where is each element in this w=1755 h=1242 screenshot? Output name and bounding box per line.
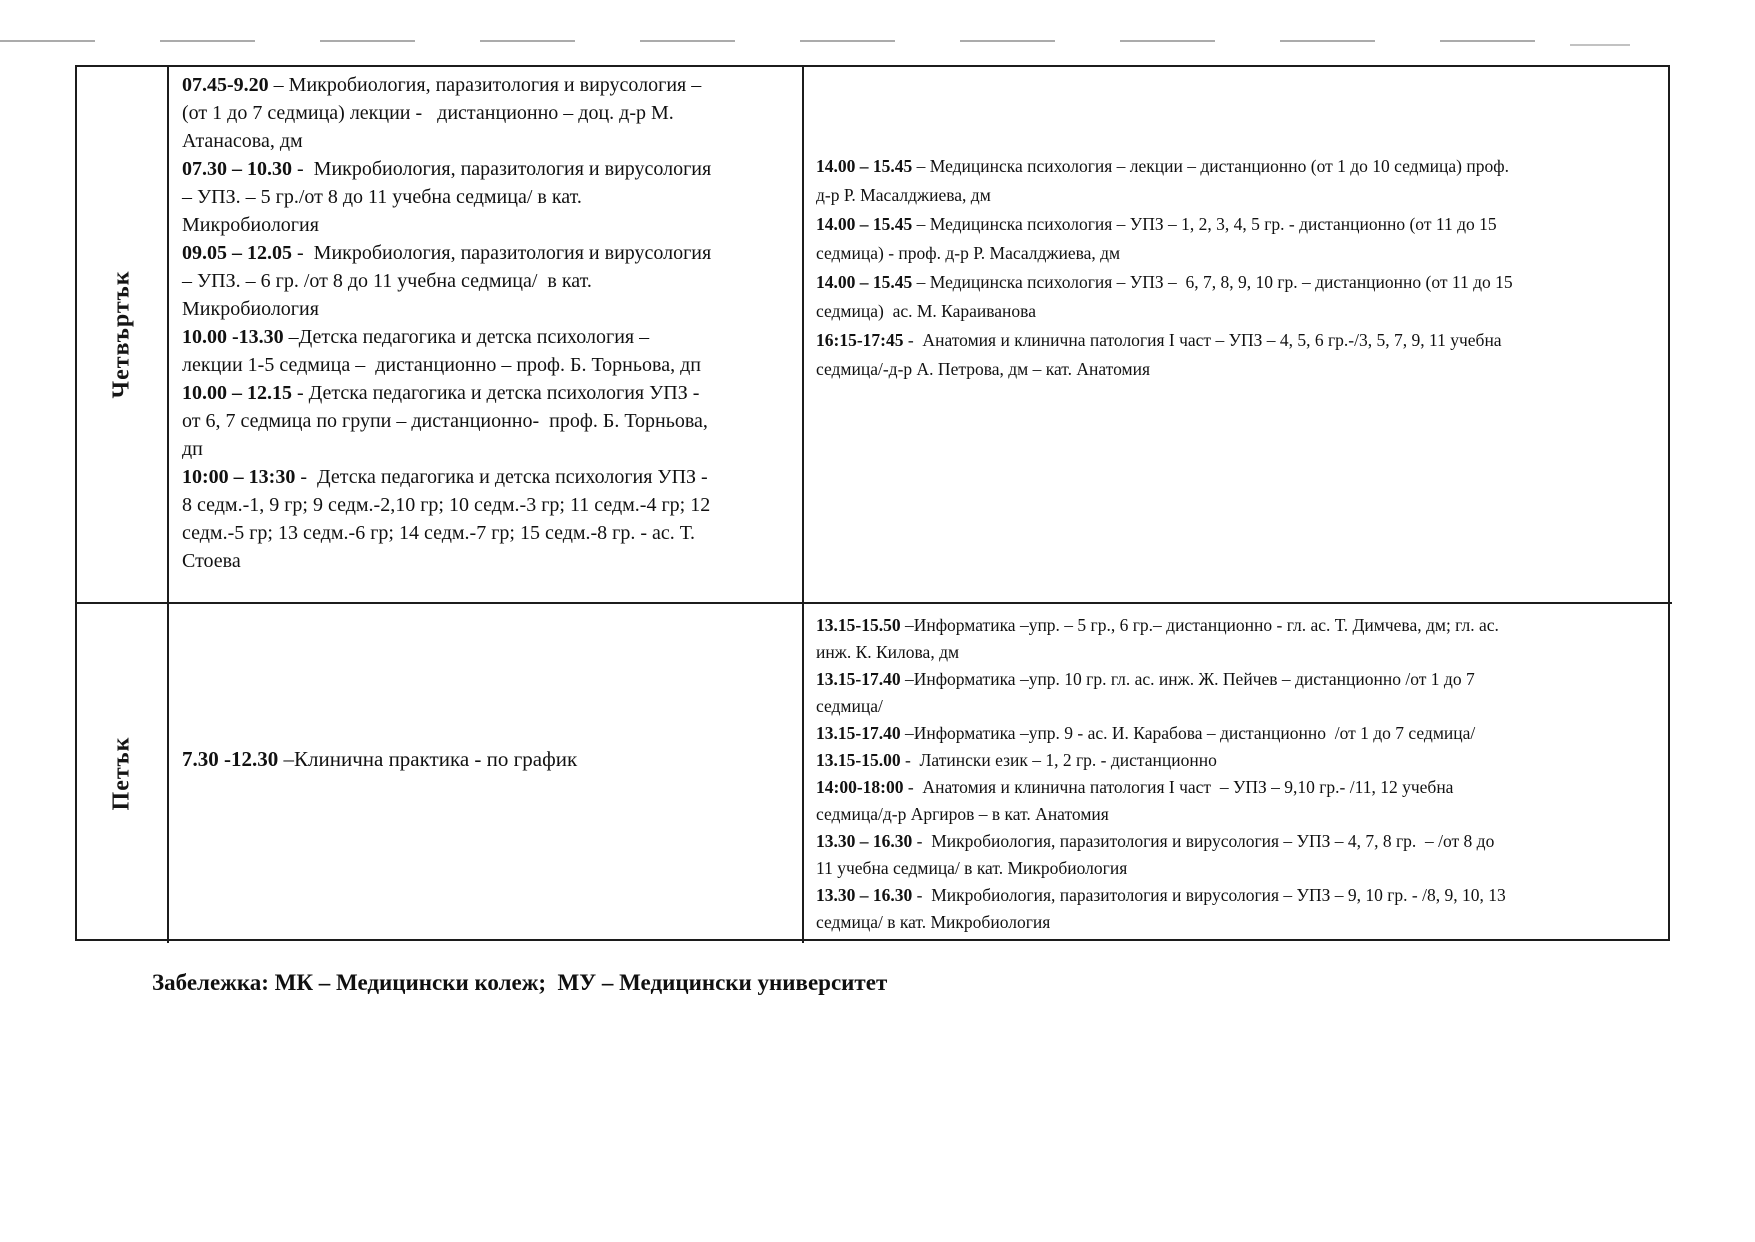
entry-time: 13.15-17.40 (816, 669, 901, 689)
schedule-entry (182, 379, 714, 463)
entry-text: –Детска педагогика и детска психология – лекции 1-5 седмица – дистанционно – проф. Б. Торньова, дп (182, 326, 701, 376)
schedule-entry (182, 463, 714, 575)
entry-time: 14.00 – 15.45 (816, 214, 913, 234)
entry-text: - Латински език – 1, 2 гр. - дистанционно (900, 750, 1217, 770)
entry-time: 07.45-9.20 (182, 74, 269, 96)
schedule-entry (816, 774, 1514, 828)
schedule-entry (816, 747, 1514, 774)
schedule-entry (816, 882, 1514, 936)
scan-artifact-line (0, 40, 1535, 42)
friday-afternoon-cell (802, 602, 1672, 943)
day-cell-friday (77, 602, 167, 943)
entry-time: 14.00 – 15.45 (816, 272, 913, 292)
entry-text: - Анатомия и клинична патология I част – УПЗ – 9,10 гр.- /11, 12 учебна седмица/д-р Аргиров – в кат. Анатомия (816, 777, 1458, 824)
footer-note: Забележка: МК – Медицински колеж; МУ – Медицински университет (152, 970, 888, 995)
entry-list (182, 71, 717, 575)
entry-time: 10.00 -13.30 (182, 326, 284, 348)
entry-text: – Медицинска психология – УПЗ – 1, 2, 3, 4, 5 гр. - дистанционно (от 11 до 15 седмица) - проф. д-р Р. Масалджиева, дм (816, 214, 1501, 263)
entry-text: –Клинична практика - по график (278, 746, 578, 771)
schedule-entry (816, 268, 1518, 326)
entry-time: 16:15-17:45 (816, 330, 904, 350)
entry-text: – Микробиология, паразитология и вирусология – (от 1 до 7 седмица) лекции - дистанционно – доц. д-р М. Атанасова, дм (182, 74, 707, 152)
friday-morning-cell (167, 602, 802, 943)
entry-text: - Микробиология, паразитология и вирусология – УПЗ – 9, 10 гр. - /8, 9, 10, 13 седмица/ в кат. Микробиология (816, 885, 1511, 932)
schedule-entry (816, 720, 1514, 747)
entry-text: –Информатика –упр. – 5 гр., 6 гр.– дистанционно - гл. ас. Т. Димчева, дм; гл. ас. инж. К. Килова, дм (816, 615, 1504, 662)
entry-time: 10:00 – 13:30 (182, 466, 296, 488)
schedule-entry (816, 666, 1514, 720)
entry-list (816, 612, 1514, 936)
entry-text: –Информатика –упр. 10 гр. гл. ас. инж. Ж. Пейчев – дистанционно /от 1 до 7 седмица/ (816, 669, 1480, 716)
entry-time: 13.15-17.40 (816, 723, 901, 743)
entry-time: 14.00 – 15.45 (816, 156, 913, 176)
scan-artifact-line-right (1570, 44, 1630, 46)
day-label-thursday: Четвъртък (108, 270, 135, 399)
entry-text: - Детска педагогика и детска психология УПЗ - от 6, 7 седмица по групи – дистанционно- проф. Б. Торньова, дп (182, 382, 713, 460)
entry-text: - Анатомия и клинична патология I част – УПЗ – 4, 5, 6 гр.-/3, 5, 7, 9, 11 учебна седмица/-д-р А. Петрова, дм – кат. Анатомия (816, 330, 1506, 379)
entry-text: – Медицинска психология – лекции – дистанционно (от 1 до 10 седмица) проф. д-р Р. Масалджиева, дм (816, 156, 1514, 205)
entry-time: 14:00-18:00 (816, 777, 904, 797)
entry-text: –Информатика –упр. 9 - ас. И. Карабова – дистанционно /от 1 до 7 седмица/ (900, 723, 1476, 743)
entry-time: 10.00 – 12.15 (182, 382, 292, 404)
schedule-entry (182, 71, 714, 155)
schedule-entry (182, 239, 717, 323)
schedule-entry (182, 745, 577, 773)
entry-text: - Микробиология, паразитология и вирусология – УПЗ. – 6 гр. /от 8 до 11 учебна седмица/ в кат. Микробиология (182, 242, 717, 320)
schedule-entry (816, 828, 1514, 882)
entry-time: 13.30 – 16.30 (816, 831, 913, 851)
thursday-afternoon-cell (802, 67, 1672, 602)
schedule-entry (182, 323, 714, 379)
schedule-entry (816, 152, 1514, 210)
entry-text: - Детска педагогика и детска психология УПЗ - 8 седм.-1, 9 гр; 9 седм.-2,10 гр; 10 седм.-3 гр; 11 седм.-4 гр; 12 седм.-5 гр; 13 седм.-6 гр; 14 седм.-7 гр; 15 седм.-8 гр. - ас. Т. Стоева (182, 466, 716, 572)
entry-time: 07.30 – 10.30 (182, 158, 292, 180)
entry-text: - Микробиология, паразитология и вирусология – УПЗ – 4, 7, 8 гр. – /от 8 до 11 учебна седмица/ в кат. Микробиология (816, 831, 1499, 878)
entry-list (816, 152, 1518, 384)
weekly-schedule-table (75, 65, 1670, 941)
day-label-friday: Петък (108, 736, 135, 811)
schedule-entry (816, 210, 1514, 268)
entry-text: – Медицинска психология – УПЗ – 6, 7, 8, 9, 10 гр. – дистанционно (от 11 до 15 седмица) ас. М. Караиванова (816, 272, 1518, 321)
thursday-morning-cell (167, 67, 802, 602)
schedule-entry (816, 612, 1514, 666)
entry-time: 09.05 – 12.05 (182, 242, 292, 264)
entry-text: - Микробиология, паразитология и вирусология – УПЗ. – 5 гр./от 8 до 11 учебна седмица/ в кат. Микробиология (182, 158, 717, 236)
entry-list (182, 745, 577, 773)
entry-time: 13.15-15.00 (816, 750, 901, 770)
entry-time: 13.30 – 16.30 (816, 885, 913, 905)
day-cell-thursday (77, 67, 167, 602)
entry-time: 13.15-15.50 (816, 615, 901, 635)
entry-time: 7.30 -12.30 (182, 746, 279, 771)
schedule-entry (182, 155, 717, 239)
schedule-entry (816, 326, 1514, 384)
